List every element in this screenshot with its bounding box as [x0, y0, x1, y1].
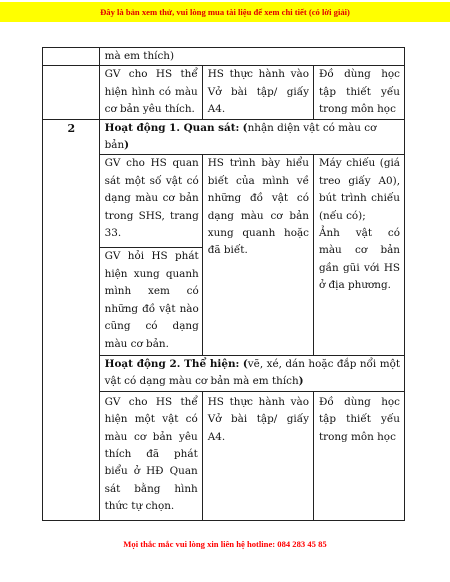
preview-notice-banner: Đây là bản xem thử, vui lòng mua tài liệu để xem chi tiết (có lời giải) [0, 2, 450, 22]
row-number-cell-empty [43, 48, 100, 66]
row-number: 2 [67, 121, 76, 135]
activity-2-description: vẽ, xé, dán hoặc đắp nổi một vật có dạng màu cơ bản mà em thích [104, 357, 401, 388]
student-activity-cell [202, 66, 313, 119]
teacher-activity-text: GV cho HS thể hiện hình có màu cơ bản yêu thích. [104, 68, 198, 116]
student-activity-cell [202, 155, 313, 355]
activity-2-title: Hoạt động 2. Thể hiện: [104, 357, 240, 370]
activity-1-description: nhận diện vật có màu cơ bản [104, 121, 377, 152]
teacher-activity-text: GV cho HS thể hiện một vật có màu cơ bản yêu thích đã phát biểu ở HĐ Quan sát bằng hình thức tự chọn. [104, 395, 198, 513]
activity-heading-cell [99, 119, 404, 155]
activity-heading-cell [99, 355, 404, 391]
row-number-cell-empty [43, 66, 100, 119]
student-activity-text: HS thực hành vào Vở bài tập/ giấy A4. [207, 395, 309, 443]
materials-text: Máy chiếu (giá treo giấy A0), bút trình chiếu (nếu có); [318, 157, 400, 222]
table-row [43, 119, 405, 155]
materials-cell [313, 391, 404, 520]
row-number-cell [43, 119, 100, 520]
paren-open: ( [242, 357, 248, 370]
hotline-footer: Mọi thắc mắc vui lòng xin liên hệ hotline: 084 283 45 85 [123, 539, 327, 549]
lesson-plan-table [42, 47, 405, 521]
teacher-activity-cell [99, 66, 202, 119]
materials-text: Đồ dùng học tập thiết yếu trong môn học [318, 395, 400, 443]
continued-text-cell [99, 48, 404, 66]
student-activity-cell [202, 391, 313, 520]
materials-cell [313, 155, 404, 355]
table-row [43, 48, 405, 66]
teacher-activity-text: GV hỏi HS phát hiện xung quanh mình xem có những đồ vật nào cũng có dạng màu cơ bản. [104, 250, 199, 350]
table-row [43, 66, 405, 119]
teacher-activity-cell [99, 391, 202, 520]
paren-open: ( [242, 121, 248, 134]
student-activity-text: HS trình bày hiểu biết của mình về những đồ vật có dạng màu cơ bản xung quanh hoặc đã biết. [207, 157, 309, 257]
materials-text: Ảnh vật có màu cơ bản gần gũi với HS ở địa phương. [318, 227, 400, 292]
activity-1-title: Hoạt động 1. Quan sát: [104, 121, 240, 134]
materials-text: Đồ dùng học tập thiết yếu trong môn học [318, 68, 400, 116]
teacher-activity-text: GV cho HS quan sát một số vật có dạng màu cơ bản trong SHS, trang 33. [104, 157, 199, 240]
materials-cell [313, 66, 404, 119]
continued-text: mà em thích) [104, 50, 175, 62]
paren-close: ) [298, 375, 304, 388]
teacher-activity-cell [99, 155, 202, 355]
student-activity-text: HS thực hành vào Vở bài tập/ giấy A4. [207, 68, 309, 116]
paren-close: ) [124, 139, 130, 152]
teacher-activity-subcell [100, 247, 202, 354]
